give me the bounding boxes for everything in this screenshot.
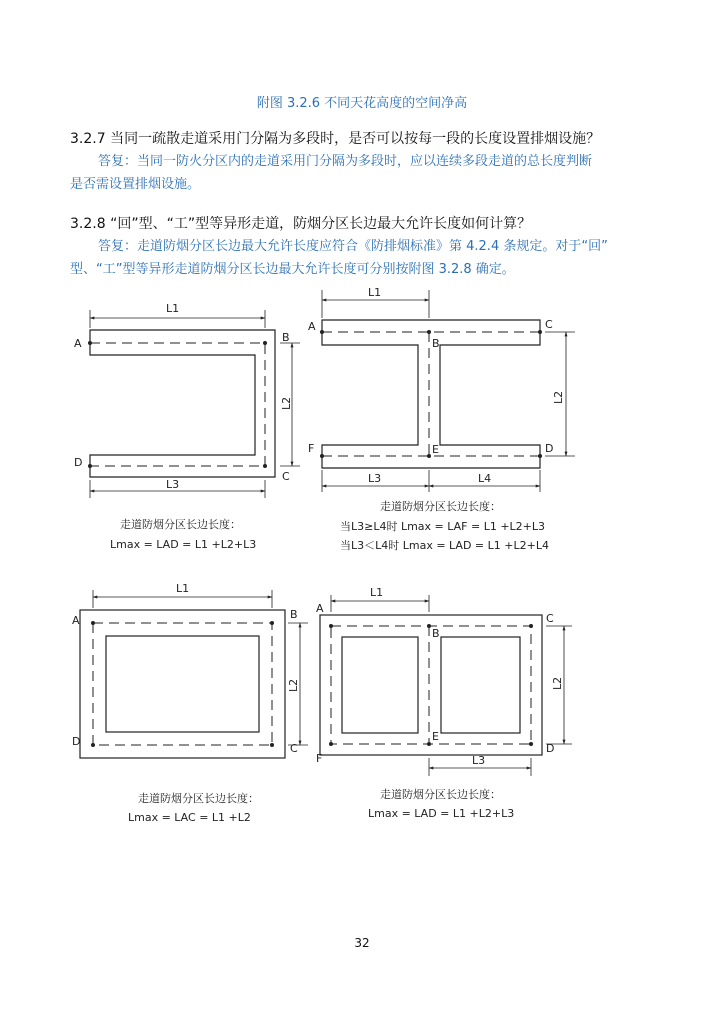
label-l3: L3 xyxy=(368,472,382,485)
label-a: A xyxy=(316,602,324,615)
formula-lmax-case-2: 当L3＜L4时 Lmax = LAD = L1 +L2+L4 xyxy=(340,539,549,552)
label-b: B xyxy=(282,331,290,344)
label-l2: L2 xyxy=(287,678,300,692)
label-c: C xyxy=(546,612,554,625)
label-l3: L3 xyxy=(166,478,180,491)
formula-title: 走道防烟分区长边长度： xyxy=(120,518,241,531)
label-b: B xyxy=(290,608,298,621)
label-l2: L2 xyxy=(280,396,293,410)
corridor-inner-right xyxy=(441,637,520,733)
corridor-inner xyxy=(106,636,259,732)
label-l3: L3 xyxy=(472,754,486,767)
formula-lmax: Lmax = LAD = L1 +L2+L3 xyxy=(110,538,257,551)
corridor-centerline xyxy=(331,626,531,744)
corridor-outline xyxy=(90,330,275,477)
question-number: 3.2.7 xyxy=(70,131,106,147)
label-a: A xyxy=(308,320,316,333)
label-d: D xyxy=(546,742,555,755)
label-d: D xyxy=(545,442,554,455)
corridor-centerline xyxy=(93,623,272,745)
label-f: F xyxy=(308,442,315,455)
answer-line-1: 答复：走道防烟分区长边最大允许长度应符合《防排烟标准》第 4.2.4 条规定。对于“回” xyxy=(98,239,608,254)
formula-lmax-case-1: 当L3≥L4时 Lmax = LAF = L1 +L2+L3 xyxy=(340,520,546,533)
corridor-centerline xyxy=(90,343,265,466)
label-e: E xyxy=(432,443,439,456)
diagram-h-corridor xyxy=(308,286,575,552)
corridor-inner-left xyxy=(342,637,418,733)
diagram-ring-corridor xyxy=(72,582,308,824)
label-e: E xyxy=(432,730,439,743)
label-l1: L1 xyxy=(166,302,180,315)
question-number: 3.2.8 xyxy=(70,216,106,232)
label-d: D xyxy=(74,456,83,469)
point-a xyxy=(88,341,92,345)
question-text: “回”型、“工”型等异形走道，防烟分区长边最大允许长度如何计算？ xyxy=(110,216,532,232)
label-b: B xyxy=(432,627,440,640)
label-b: B xyxy=(432,337,440,350)
point-d xyxy=(88,464,92,468)
label-l4: L4 xyxy=(478,472,492,485)
label-l1: L1 xyxy=(176,582,190,595)
figure-caption: 附图 3.2.6 不同天花高度的空间净高 xyxy=(256,96,468,111)
answer-line-1: 答复：当同一防火分区内的走道采用门分隔为多段时，应以连续多段走道的总长度判断 xyxy=(98,154,593,169)
corridor-outline xyxy=(322,320,540,468)
label-c: C xyxy=(282,470,290,483)
diagram-double-ring-corridor xyxy=(316,586,572,820)
label-l1: L1 xyxy=(370,586,384,599)
formula-title: 走道防烟分区长边长度： xyxy=(138,792,259,805)
page-number: 32 xyxy=(354,936,370,950)
answer-line-2: 是否需设置排烟设施。 xyxy=(70,177,201,192)
label-a: A xyxy=(72,614,80,627)
corridor-outer xyxy=(320,615,542,755)
label-l1: L1 xyxy=(368,286,382,299)
formula-lmax: Lmax = LAC = L1 +L2 xyxy=(128,811,251,824)
formula-lmax: Lmax = LAD = L1 +L2+L3 xyxy=(368,807,515,820)
point-b xyxy=(263,341,267,345)
answer-line-2: 型、“工”型等异形走道防烟分区长边最大允许长度可分别按附图 3.2.8 确定。 xyxy=(70,262,515,277)
label-l2: L2 xyxy=(552,390,565,404)
question-text: 当同一疏散走道采用门分隔为多段时，是否可以按每一段的长度设置排烟设施？ xyxy=(110,131,601,147)
formula-title: 走道防烟分区长边长度： xyxy=(380,788,501,801)
label-d: D xyxy=(72,735,81,748)
corridor-outer xyxy=(80,610,285,758)
formula-title: 走道防烟分区长边长度： xyxy=(380,500,501,513)
label-c: C xyxy=(290,742,298,755)
label-c: C xyxy=(545,318,553,331)
label-l2: L2 xyxy=(551,676,564,690)
diagram-u-corridor xyxy=(74,302,300,551)
point-c xyxy=(263,464,267,468)
label-a: A xyxy=(74,337,82,350)
label-f: F xyxy=(316,752,323,765)
